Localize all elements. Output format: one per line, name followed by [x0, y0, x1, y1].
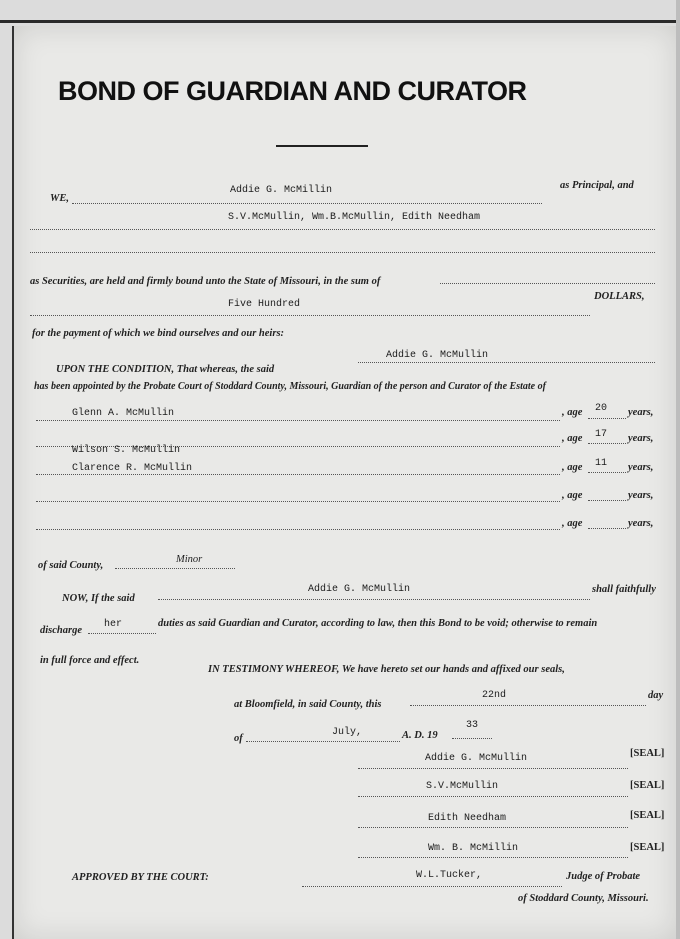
principal-name: Addie G. McMillin — [230, 185, 333, 196]
judge-line — [302, 886, 562, 887]
years-label-2: years, — [628, 433, 654, 444]
signature-line-3 — [358, 827, 628, 828]
appointed-text: has been appointed by the Probate Court of Stoddard County, Missouri, Guardian of the person and Curator of the Estate of — [34, 381, 546, 392]
ward-3-name: Clarence R. McMullin — [72, 463, 193, 474]
day-label: day — [648, 690, 664, 701]
sum-line-1 — [440, 283, 655, 284]
title-underline — [276, 145, 368, 147]
age-label-5: , age — [562, 518, 583, 529]
ward-2-name: Wilson S. McMullin — [72, 445, 181, 456]
age-line-3 — [588, 472, 626, 473]
seal-1: [SEAL] — [630, 748, 665, 759]
age-line-2 — [588, 443, 626, 444]
principal-line — [72, 203, 542, 204]
age-label-4: , age — [562, 490, 583, 501]
as-principal-label: as Principal, and — [560, 180, 634, 191]
judge-name: W.L.Tucker, — [416, 870, 483, 881]
ward-2-age: 17 — [595, 429, 608, 440]
signature-line-2 — [358, 796, 628, 797]
years-label-3: years, — [628, 462, 654, 473]
age-label-2: , age — [562, 433, 583, 444]
year: 33 — [466, 720, 479, 731]
sum-amount: Five Hundred — [228, 299, 301, 310]
approved-label: APPROVED BY THE COURT: — [72, 872, 209, 883]
signature-line-1 — [358, 768, 628, 769]
ward-line-5 — [36, 529, 560, 530]
shall-faithfully-label: shall faithfully — [592, 584, 656, 595]
county-label: of Stoddard County, Missouri. — [518, 893, 649, 904]
securities-line-2 — [30, 252, 655, 253]
month-line — [246, 741, 400, 742]
securities-names: S.V.McMullin, Wm.B.McMullin, Edith Needham — [228, 212, 481, 223]
ward-line-3 — [36, 474, 560, 475]
said-line — [358, 362, 655, 363]
years-label-1: years, — [628, 407, 654, 418]
year-line — [452, 738, 492, 739]
discharge-label: discharge — [40, 625, 82, 636]
minor-text: Minor — [176, 554, 203, 565]
signature-1: Addie G. McMullin — [425, 753, 528, 764]
pronoun-line — [88, 633, 156, 634]
ward-1-age: 20 — [595, 403, 608, 414]
we-label: WE, — [50, 193, 69, 204]
ward-line-1 — [36, 420, 560, 421]
at-bloomfield-text: at Bloomfield, in said County, this — [234, 699, 382, 710]
document-page — [12, 26, 676, 939]
signature-line-4 — [358, 857, 628, 858]
now-if-label: NOW, If the said — [62, 593, 135, 604]
signature-2: S.V.McMullin — [426, 781, 499, 792]
month: July, — [332, 727, 363, 738]
page-edge — [676, 0, 680, 939]
judge-of-probate-label: Judge of Probate — [566, 871, 641, 882]
age-line-5 — [588, 528, 626, 529]
minor-line — [115, 568, 235, 569]
seal-4: [SEAL] — [630, 842, 665, 853]
signature-4: Wm. B. McMillin — [428, 843, 519, 854]
ward-3-age: 11 — [595, 458, 608, 469]
of-said-county-label: of said County, — [38, 560, 104, 571]
ward-line-4 — [36, 501, 560, 502]
age-line-4 — [588, 500, 626, 501]
years-label-4: years, — [628, 490, 654, 501]
testimony-text: IN TESTIMONY WHEREOF, We have hereto set our hands and affixed our seals, — [208, 664, 565, 675]
document-title: BOND OF GUARDIAN AND CURATOR — [58, 76, 527, 106]
ward-1-name: Glenn A. McMullin — [72, 408, 175, 419]
duties-text: duties as said Guardian and Curator, according to law, then this Bond to be void; otherwise to remain — [158, 618, 598, 629]
full-force-text: in full force and effect. — [40, 655, 140, 666]
age-label-1: , age — [562, 407, 583, 418]
securities-line-1 — [30, 229, 655, 230]
upon-condition-label: UPON THE CONDITION, That whereas, the said — [56, 364, 275, 375]
now-said-person: Addie G. McMullin — [308, 584, 411, 595]
payment-text: for the payment of which we bind ourselves and our heirs: — [32, 328, 285, 339]
seal-3: [SEAL] — [630, 810, 665, 821]
signature-3: Edith Needham — [428, 813, 507, 824]
day-line — [410, 705, 646, 706]
dollars-label: DOLLARS, — [594, 291, 645, 302]
age-line-1 — [588, 418, 626, 419]
seal-2: [SEAL] — [630, 780, 665, 791]
years-label-5: years, — [628, 518, 654, 529]
said-person: Addie G. McMullin — [386, 350, 489, 361]
age-label-3: , age — [562, 462, 583, 473]
day-number: 22nd — [482, 690, 507, 701]
ad-label: A. D. 19 — [402, 730, 438, 741]
now-said-line — [158, 599, 590, 600]
of-label: of — [234, 733, 243, 744]
sum-line-2 — [30, 315, 590, 316]
as-securities-label: as Securities, are held and firmly bound unto the State of Missouri, in the sum of — [30, 276, 381, 287]
pronoun: her — [104, 619, 123, 630]
top-border — [0, 20, 680, 23]
